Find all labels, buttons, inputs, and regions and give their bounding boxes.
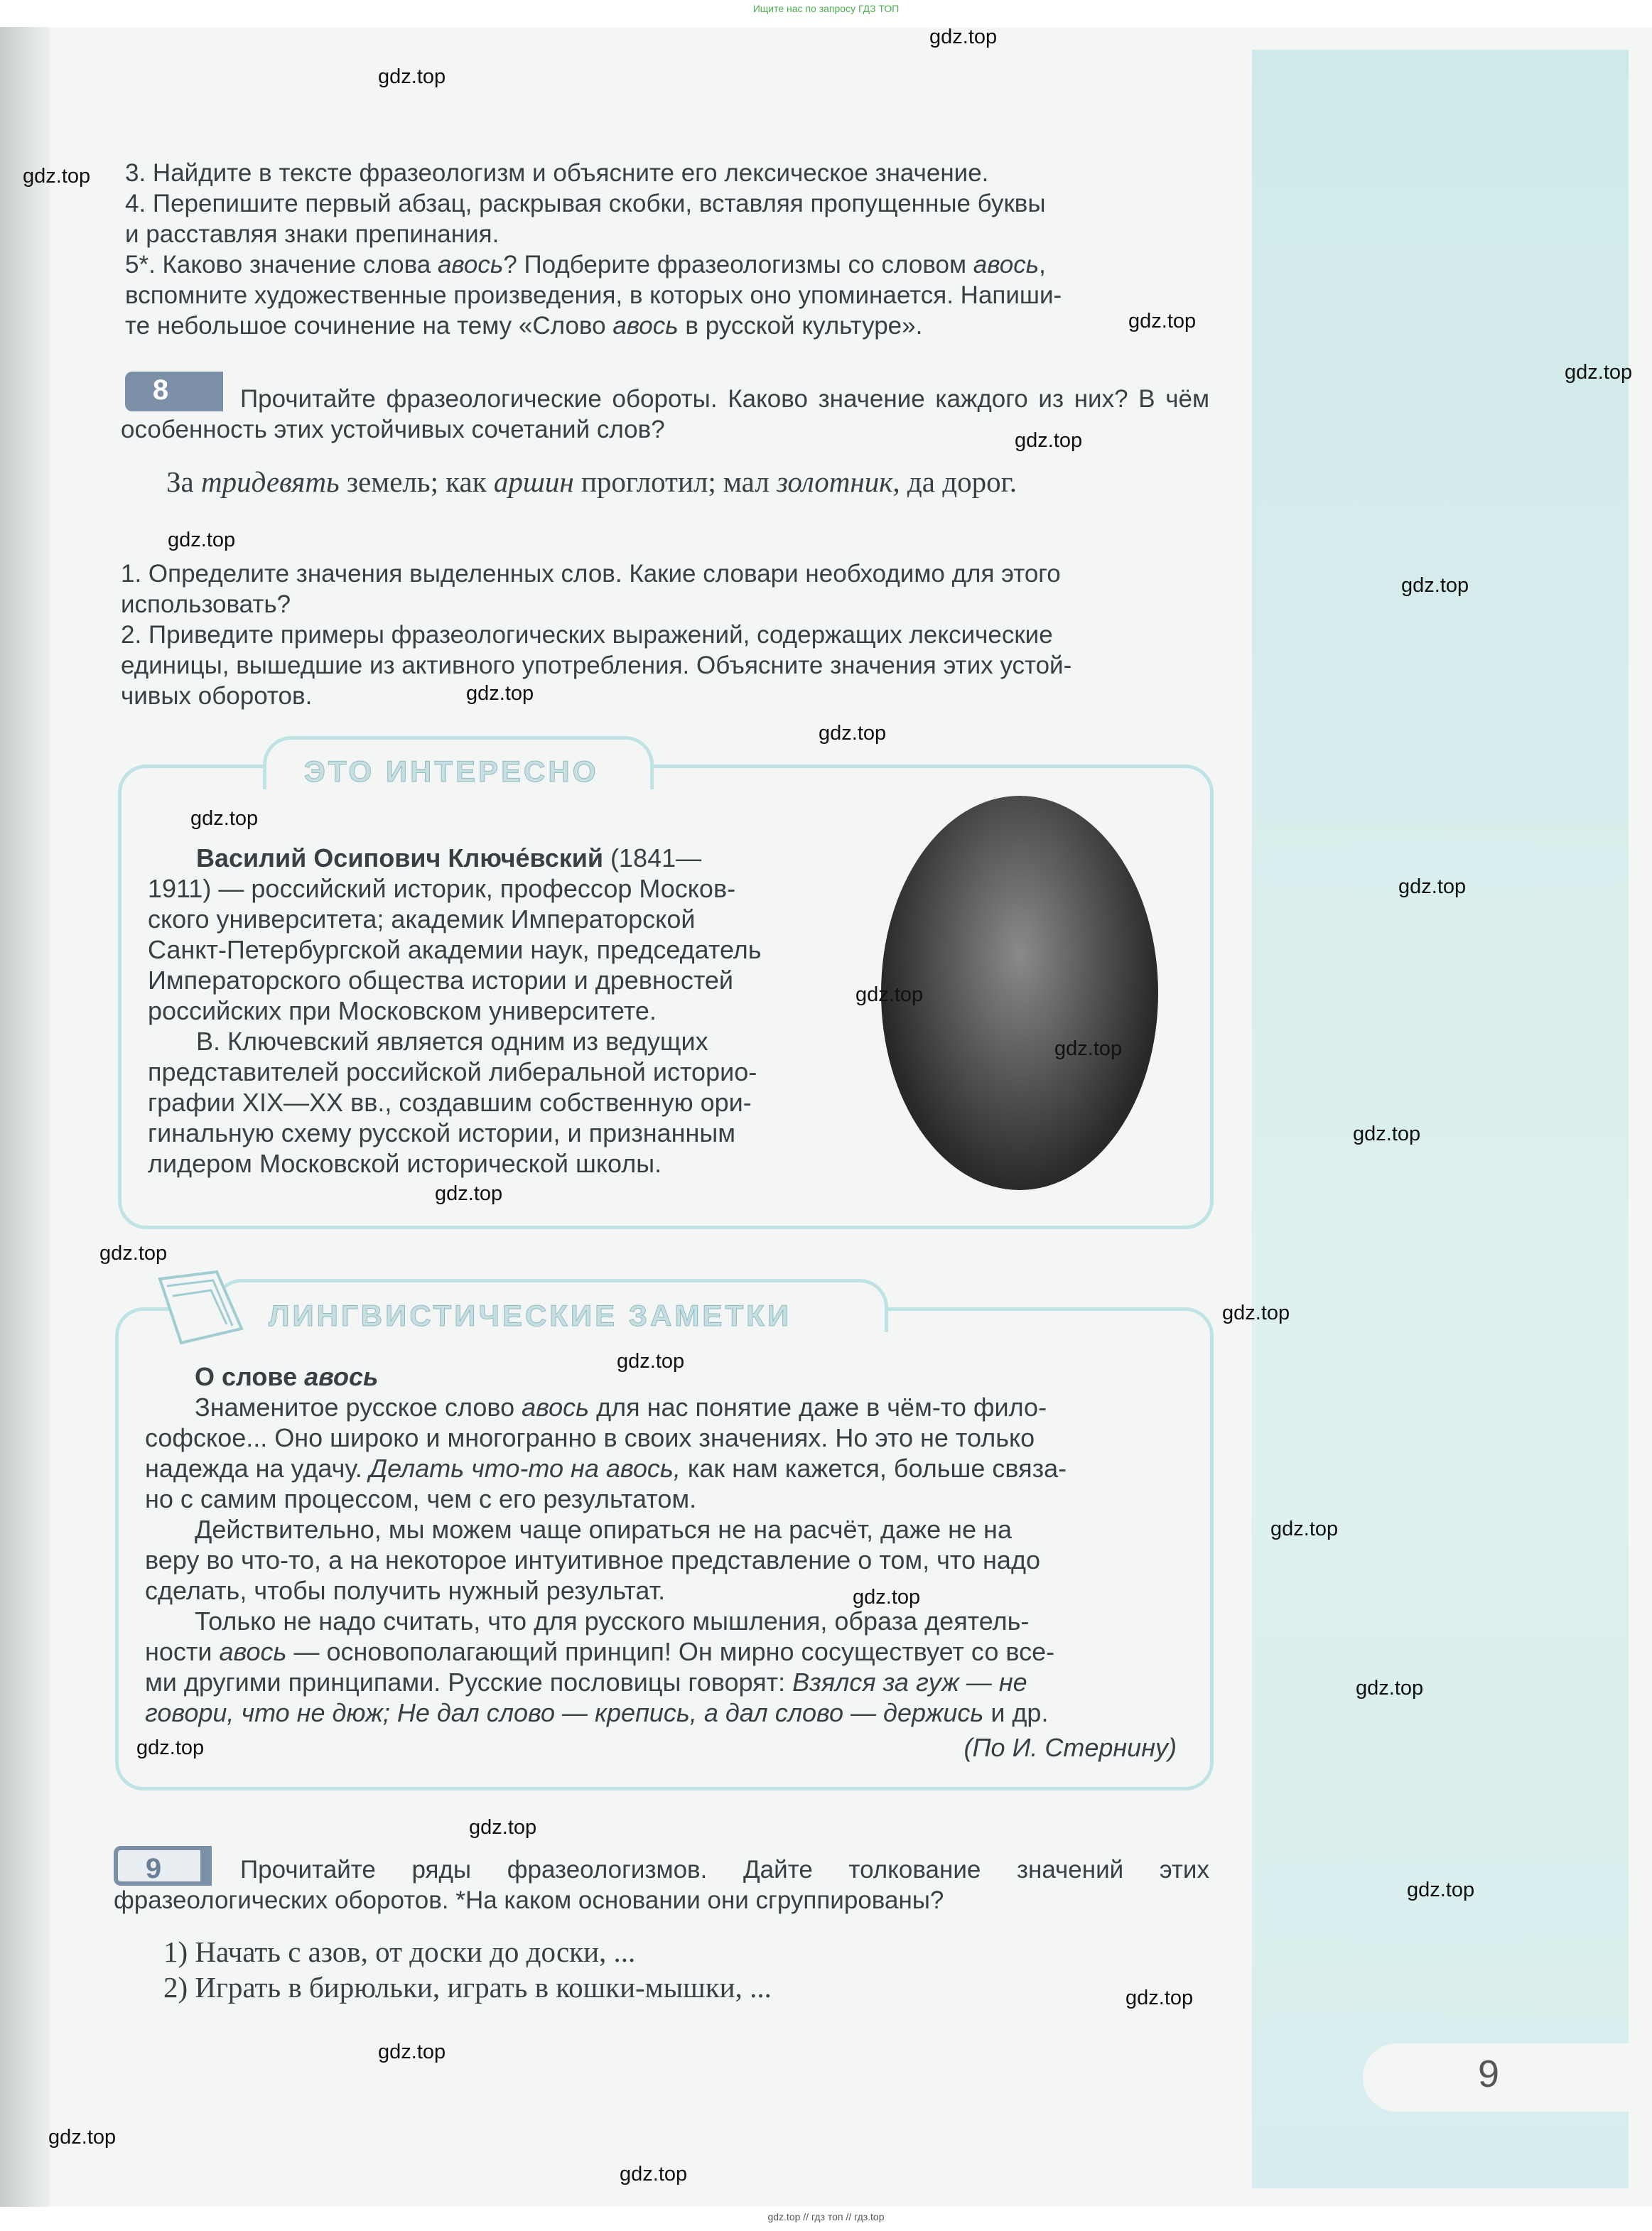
interesting-text: Василий Осипович Ключе́вский (1841— 1911) — российский историк, профессор Москов- ского университета; академик Императорской Санкт-Петербургской академии наук, председатель Императорского общества истории и древностей российских при Московском университете. В. Ключевский является одним из ведущих представителей российской либеральной историо- графии XIX—XX вв., создавшим собственную ори- гинальную схему русской истории, и признанным лидером Московской исторической школы. xyxy=(148,843,762,1178)
watermark: gdz.top xyxy=(1407,1879,1475,1901)
watermark: gdz.top xyxy=(617,1350,685,1373)
page-number-tab xyxy=(1363,2043,1647,2112)
watermark: gdz.top xyxy=(1565,361,1633,384)
watermark: gdz.top xyxy=(819,722,887,745)
watermark: gdz.top xyxy=(1222,1302,1290,1324)
book-spine xyxy=(0,27,50,2207)
watermark: gdz.top xyxy=(1353,1123,1421,1145)
exercise-9-badge: 9 xyxy=(114,1846,212,1886)
watermark: gdz.top xyxy=(99,1242,168,1265)
watermark: gdz.top xyxy=(1356,1677,1424,1700)
notes-source: (По И. Стернину) xyxy=(963,1733,1177,1762)
page-number: 9 xyxy=(1478,2053,1500,2095)
notes-icon xyxy=(146,1265,252,1350)
task-3: 3. Найдите в тексте фразеологизм и объясните его лексическое значение. xyxy=(125,159,989,187)
watermark: gdz.top xyxy=(435,1182,503,1205)
exercise-8-badge: 8 xyxy=(125,372,223,411)
watermark: gdz.top xyxy=(1015,429,1083,452)
watermark: gdz.top xyxy=(378,65,446,88)
watermark: gdz.top xyxy=(1125,1987,1194,2009)
task-4-line1: 4. Перепишите первый абзац, раскрывая скобки, вставляя пропущенные буквы xyxy=(125,190,1046,217)
watermark: gdz.top xyxy=(929,26,998,48)
watermark: gdz.top xyxy=(48,2126,117,2149)
watermark: gdz.top xyxy=(378,2041,446,2063)
watermark: gdz.top xyxy=(855,983,924,1006)
exercise-9-prompt: Прочитайте ряды фразеологизмов. Дайте толкование значений этих фразеологических оборотов. *На каком основании они сгруппированы? xyxy=(114,1856,1209,1914)
exercise-8-prompt: Прочитайте фразеологические обороты. Каково значение каждого из них? В чём особенность этих устойчивых сочетаний слов? xyxy=(121,385,1210,443)
watermark: gdz.top xyxy=(23,165,91,188)
watermark: gdz.top xyxy=(1054,1037,1123,1060)
exercise-8-questions: 1. Определите значения выделенных слов. Какие словари необходимо для этого использовать? 2. Приведите примеры фразеологических выражений, содержащих лексические единицы, вышедшие из активного употребления. Объясните значения этих устой- чивых оборотов. xyxy=(121,560,1072,710)
watermark: gdz.top xyxy=(853,1586,921,1609)
notes-text: О слове авось Знаменитое русское слово авось для нас понятие даже в чём-то фило- софское... Оно широко и многогранно в своих значениях. Но это не только надежда на удачу. Делать что-то на авось, как нам кажется, больше связа- но с самим процессом, чем с его результатом. Действительно, мы можем чаще опираться не на расчёт, даже не на веру во что-то, а на некоторое интуитивное представление о том, что надо сделать, чтобы получить нужный результат. Только не надо считать, что для русского мышления, образа деятель- ности авось — основополагающий принцип! Он мирно сосуществует со все- ми другими принципами. Русские пословицы говорят: Взялся за гуж — не говори, что не дюж; Не дал слово — крепись, а дал слово — держись и др. (По И. Стернину) xyxy=(145,1362,1177,1762)
notes-heading: ЛИНГВИСТИЧЕСКИЕ ЗАМЕТКИ xyxy=(269,1299,792,1332)
watermark: gdz.top xyxy=(1398,875,1467,898)
watermark: gdz.top xyxy=(1401,574,1469,597)
interesting-heading: ЭТО ИНТЕРЕСНО xyxy=(304,755,599,788)
watermark: gdz.top xyxy=(469,1816,537,1839)
watermark: gdz.top xyxy=(190,807,259,830)
exercise-9-rows: 1) Начать с азов, от доски до доски, ... 2) Играть в бирюльки, играть в кошки-мышки, ... xyxy=(163,1935,772,2004)
historian-name: Василий Осипович Ключе́вский xyxy=(196,843,604,873)
bottom-note: gdz.top // гдз топ // гдз.top xyxy=(767,2211,885,2222)
watermark: gdz.top xyxy=(168,529,236,551)
task-5-line1: 5*. Каково значение слова авось? Подберите фразеологизмы со словом авось, xyxy=(125,251,1046,279)
watermark: gdz.top xyxy=(620,2163,688,2186)
watermark: gdz.top xyxy=(1128,310,1197,333)
tasks-top xyxy=(125,158,1209,341)
task-5-line3: те небольшое сочинение на тему «Слово авось в русской культуре». xyxy=(125,312,923,340)
top-note: Ищите нас по запросу ГДЗ ТОП xyxy=(752,3,900,14)
exercise-8-phrases: За тридевять земель; как аршин проглотил; мал золотник, да дорог. xyxy=(166,465,1017,498)
task-4-line2: и расставляя знаки препинания. xyxy=(125,220,500,248)
watermark: gdz.top xyxy=(466,682,534,705)
watermark: gdz.top xyxy=(1270,1518,1339,1540)
watermark: gdz.top xyxy=(136,1736,205,1759)
task-5-line2: вспомните художественные произведения, в которых оно упоминается. Напиши- xyxy=(125,281,1062,309)
notes-subtitle: О слове авось xyxy=(195,1362,379,1391)
